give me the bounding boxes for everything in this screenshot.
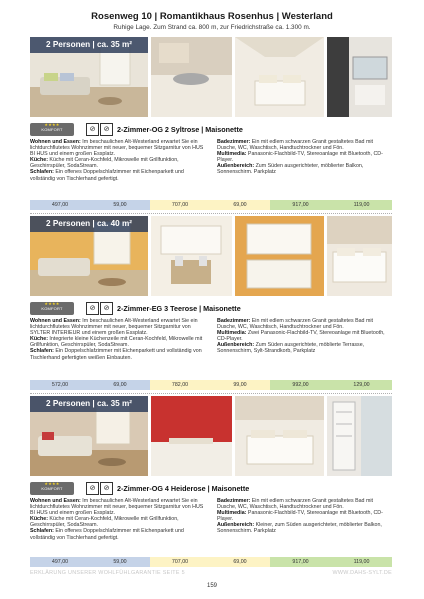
description-left — [30, 139, 206, 182]
no-smoking-icon: ⊘ — [86, 302, 99, 315]
bedroom-photo — [327, 216, 392, 296]
kitchen-description: Küche: Küche mit Ceran-Kochfeld, Mikrowelle mit Grillfunktion, Geschirrspüler, SodaStream. — [30, 516, 179, 529]
living-description: Wohnen und Essen: Im beschaulichen Alt-Westerland erwartet Sie ein lichtdurchflutetes Wohnzimmer mit neuer, bequemer Sitzgarnitur von SYLTER INTERIEUR und einem großen Essplatz. — [30, 318, 198, 337]
description-right — [217, 139, 392, 176]
price-cell: 119,00 — [331, 557, 392, 567]
guarantee-link[interactable]: ERKLÄRUNG UNSERER WOHLFÜHLGARANTIE SEITE 5 — [30, 570, 185, 576]
price-cell: 782,00 — [150, 380, 210, 390]
multimedia-description: Multimedia: Zwei Panasonic-Flachbild-TV, Stereoanlage mit Bluetooth, CD-Player. — [217, 330, 385, 343]
no-pets-icon: ⊘ — [100, 482, 113, 495]
price-row — [30, 557, 392, 567]
living-room-photo — [30, 216, 148, 296]
dining-photo — [151, 396, 232, 476]
price-cell: 707,00 — [150, 200, 210, 210]
no-pets-icon: ⊘ — [100, 123, 113, 136]
price-cell: 59,00 — [90, 200, 150, 210]
multimedia-description: Multimedia: Panasonic-Flachbild-TV, Stereoanlage mit Bluetooth, CD-Player. — [217, 151, 383, 164]
bathroom-photo — [327, 37, 392, 117]
no-smoking-icon: ⊘ — [86, 123, 99, 136]
multimedia-description: Multimedia: Panasonic-Flachbild-TV, Stereoanlage mit Bluetooth, CD-Player. — [217, 510, 383, 523]
kitchenette-photo — [235, 216, 324, 296]
kitchen-description: Küche: Integrierte kleine Küchenzeile mit Ceran-Kochfeld, Mikrowelle mit Grillfunktion, Geschirrspüler, SodaStream. — [30, 336, 203, 349]
price-cell: 497,00 — [30, 200, 90, 210]
description-left — [30, 498, 206, 541]
price-cell: 917,00 — [270, 557, 331, 567]
info-bar — [30, 302, 392, 316]
no-pets-icon: ⊘ — [100, 302, 113, 315]
description-left — [30, 318, 206, 361]
sleeping-description: Schlafen: Ein offenes Doppelschlafzimmer mit Eichenparkett und vollständig von Tischlerhand gefertigt. — [30, 169, 184, 182]
kitchen-description: Küche: Küche mit Ceran-Kochfeld, Mikrowelle mit Grillfunktion, Geschirrspüler, SodaStream. — [30, 157, 179, 170]
price-cell: 69,00 — [210, 200, 270, 210]
comfort-award-badge: ★★★★ KOMFORT — [30, 123, 74, 136]
price-cell: 59,00 — [90, 557, 150, 567]
outdoor-description: Außenbereich: Kleiner, zum Süden ausgerichteter, möblierter Balkon, Sonnenschirm. Parkplatz — [217, 522, 382, 535]
page-number: 159 — [206, 583, 217, 589]
price-row — [30, 200, 392, 210]
apartment-name: 2-Zimmer-OG 4 Heiderose | Maisonette — [117, 484, 250, 493]
comfort-award-badge: ★★★★ KOMFORT — [30, 482, 74, 495]
price-cell: 572,00 — [30, 380, 90, 390]
price-row — [30, 380, 392, 390]
comfort-award-badge: ★★★★ KOMFORT — [30, 302, 74, 315]
outdoor-description: Außenbereich: Zum Süden ausgerichtete, möblierte Terrasse, Sonnenschirm, Sylt-Strandkorb, Parkplatz — [217, 342, 365, 355]
price-cell: 69,00 — [90, 380, 150, 390]
photo-strip — [30, 37, 392, 117]
apartment-name: 2-Zimmer-EG 3 Teerose | Maisonette — [117, 304, 241, 313]
bedroom-photo — [235, 37, 324, 117]
sleeping-description: Schlafen: Ein Doppelschlafzimmer mit Eichenparkett und vollständig von Tischlerhand gefertigten weißen Einbauten. — [30, 348, 202, 361]
no-smoking-icon: ⊘ — [86, 482, 99, 495]
bathroom-description: Badezimmer: Ein mit edlem schwarzen Granit gestaltetes Bad mit Dusche, WC, Waschtisch, Handtuchtrockner und Fön. — [217, 498, 374, 511]
persons-size-badge: 2 Personen | ca. 40 m² — [30, 216, 148, 232]
info-bar — [30, 482, 392, 496]
price-cell: 497,00 — [30, 557, 90, 567]
kitchen-photo — [151, 37, 232, 117]
persons-size-badge: 2 Personen | ca. 35 m² — [30, 396, 148, 412]
apartment-name: 2-Zimmer-OG 2 Syltrose | Maisonette — [117, 125, 243, 134]
photo-strip — [30, 396, 392, 476]
divider — [30, 213, 392, 214]
kitchen-photo — [151, 216, 232, 296]
outdoor-description: Außenbereich: Zum Süden ausgerichteter, möblierter Balkon, Sonnenschirm. Parkplatz — [217, 163, 364, 176]
bathroom-description: Badezimmer: Ein mit edlem schwarzen Granit gestaltetes Bad mit Dusche, WC, Waschtisch, Handtuchtrockner und Fön. — [217, 139, 374, 152]
info-bar — [30, 123, 392, 137]
sleeping-description: Schlafen: Ein offenes Doppelschlafzimmer mit Eichenparkett und vollständig von Tischlerhand gefertigt. — [30, 528, 184, 541]
bathroom-photo — [327, 396, 392, 476]
living-description: Wohnen und Essen: Im beschaulichen Alt-Westerland erwartet Sie ein lichtdurchflutetes Wohnzimmer mit neuer, bequemer Sitzgarnitur von HUS BI HUS und einem großen Essplatz. — [30, 498, 204, 517]
bedroom-photo — [235, 396, 324, 476]
divider — [30, 393, 392, 394]
photo-strip — [30, 216, 392, 296]
price-cell: 917,00 — [270, 200, 331, 210]
page-title: Rosenweg 10 | Romantikhaus Rosenhus | Westerland — [91, 11, 333, 22]
price-cell: 129,00 — [331, 380, 392, 390]
living-description: Wohnen und Essen: Im beschaulichen Alt-Westerland erwartet Sie ein lichtdurchflutetes Wohnzimmer mit neuer, bequemer Sitzgarnitur von HUS BI HUS und einem großen Essplatz. — [30, 139, 204, 158]
price-cell: 69,00 — [210, 557, 270, 567]
website-link[interactable]: WWW.DAHS-SYLT.DE — [332, 570, 392, 576]
persons-size-badge: 2 Personen | ca. 35 m² — [30, 37, 148, 53]
price-cell: 707,00 — [150, 557, 210, 567]
price-cell: 119,00 — [331, 200, 392, 210]
living-room-photo — [30, 396, 148, 476]
price-cell: 99,00 — [210, 380, 270, 390]
description-right — [217, 498, 392, 535]
description-right — [217, 318, 392, 355]
bathroom-description: Badezimmer: Ein mit edlem schwarzen Granit gestaltetes Bad mit Dusche, WC, Waschtisch, Handtuchtrockner und Fön. — [217, 318, 374, 331]
price-cell: 992,00 — [270, 380, 331, 390]
living-room-photo — [30, 37, 148, 117]
page-subtitle: Ruhige Lage. Zum Strand ca. 800 m, zur Friedrichstraße ca. 1.300 m. — [113, 24, 311, 31]
